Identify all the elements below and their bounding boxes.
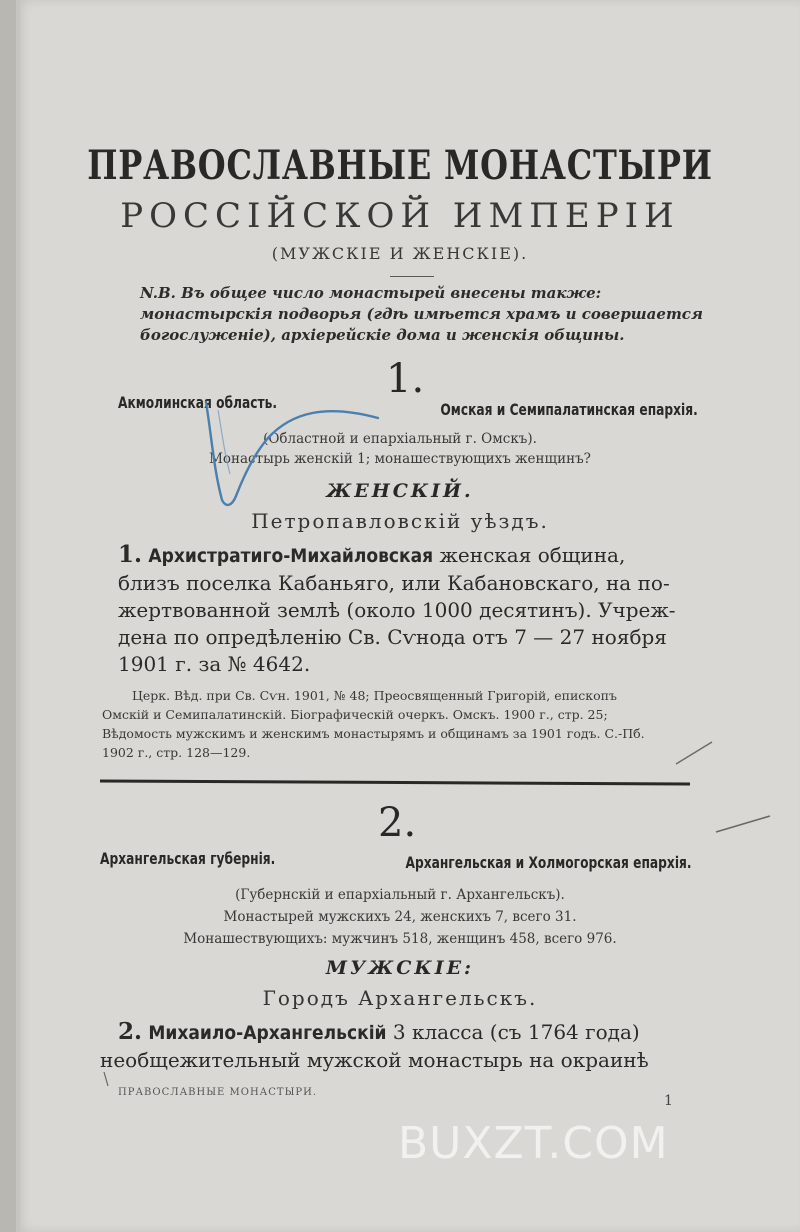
entry-2-name: Михаило-Архангельскій	[148, 1022, 387, 1044]
section-1-uezd: Петропавловскій уѣздъ.	[251, 509, 549, 533]
note-line-1: N.B. Въ общее число монастырей внесены также:	[140, 284, 602, 302]
watermark: BUXZT.COM	[398, 1118, 669, 1169]
section-2-region: Архангельская губернія.	[100, 849, 276, 868]
refs-line-3: Вѣдомость мужскимъ и женскимъ монастырямъ и общинамъ за 1901 годъ. С.-Пб.	[102, 726, 645, 741]
note-block	[140, 283, 710, 346]
entry-1-line-2: близъ поселка Кабаньяго, или Кабановскаго, на по-	[118, 571, 670, 595]
entry-1-line-5: 1901 г. за № 4642.	[118, 652, 311, 676]
section-1-region: Акмолинская область.	[118, 393, 278, 412]
entry-2-line-1-rest: 3 класса (съ 1764 года)	[386, 1020, 640, 1044]
note-line-2: монастырскія подворья (гдѣ имѣется храмъ и совершается	[140, 305, 703, 323]
running-title: ПРАВОСЛАВНЫЕ МОНАСТЫРИ.	[118, 1087, 318, 1098]
note-line-3: богослуженіе), архіерейскіе дома и женскія общины.	[140, 326, 625, 344]
title-line-2: РОССІЙСКОЙ ИМПЕРІИ	[120, 196, 680, 236]
section-2-center: (Губернскій и епархіальный г. Архангельскъ).	[235, 887, 565, 903]
entry-2-line-2: необщежительный мужской монастырь на окраинѣ	[100, 1048, 649, 1072]
section-2-stats-1: Монастырей мужскихъ 24, женскихъ 7, всего 31.	[223, 909, 577, 925]
entry-1-line-1-rest: женская община,	[433, 543, 626, 567]
section-1-eparchy: Омская и Семипалатинская епархія.	[440, 400, 698, 419]
section-2-city: Городъ Архангельскъ.	[262, 986, 538, 1010]
section-2-number: 2.	[378, 800, 417, 846]
refs-line-4: 1902 г., стр. 128—129.	[102, 745, 251, 760]
section-1-references	[102, 686, 718, 762]
section-1-number: 1.	[386, 356, 425, 402]
section-2-entry	[100, 1018, 698, 1074]
entry-1-name: Архистратиго-Михайловская	[148, 545, 434, 567]
section-1-stats: Монастырь женскій 1; монашествующихъ женщинъ?	[209, 451, 591, 467]
refs-line-1: Церк. Вѣд. при Св. Сѵн. 1901, № 48; Преосвященный Григорій, епископъ	[132, 688, 617, 703]
entry-2-number: 2.	[118, 1018, 143, 1045]
entry-2-line-1	[118, 1018, 698, 1047]
entry-1-number: 1.	[118, 541, 143, 568]
title-line-3: (МУЖСКІЕ И ЖЕНСКІЕ).	[271, 244, 529, 263]
title-line-1: ПРАВОСЛАВНЫЕ МОНАСТЫРИ	[87, 142, 713, 189]
section-2-gender: МУЖСКІЕ:	[325, 957, 475, 979]
section-1-gender: ЖЕНСКІЙ.	[326, 480, 474, 502]
section-1-center: (Областной и епархіальный г. Омскъ).	[263, 431, 537, 447]
entry-1-line-3: жертвованной землѣ (около 1000 десятинъ). Учреж-	[118, 598, 676, 622]
entry-1-line-1	[118, 541, 698, 570]
page-number: 1	[664, 1093, 673, 1109]
refs-line-2: Омскій и Семипалатинскій. Біографическій очеркъ. Омскъ. 1900 г., стр. 25;	[102, 707, 608, 722]
title-divider	[390, 276, 434, 277]
entry-1-line-4: дена по опредѣленію Св. Сѵнода отъ 7 — 27 ноября	[118, 625, 667, 649]
section-2-stats-2: Монашествующихъ: мужчинъ 518, женщинъ 458, всего 976.	[183, 931, 617, 947]
section-1-entry	[118, 541, 698, 678]
section-2-eparchy: Архангельская и Холмогорская епархія.	[405, 853, 692, 872]
